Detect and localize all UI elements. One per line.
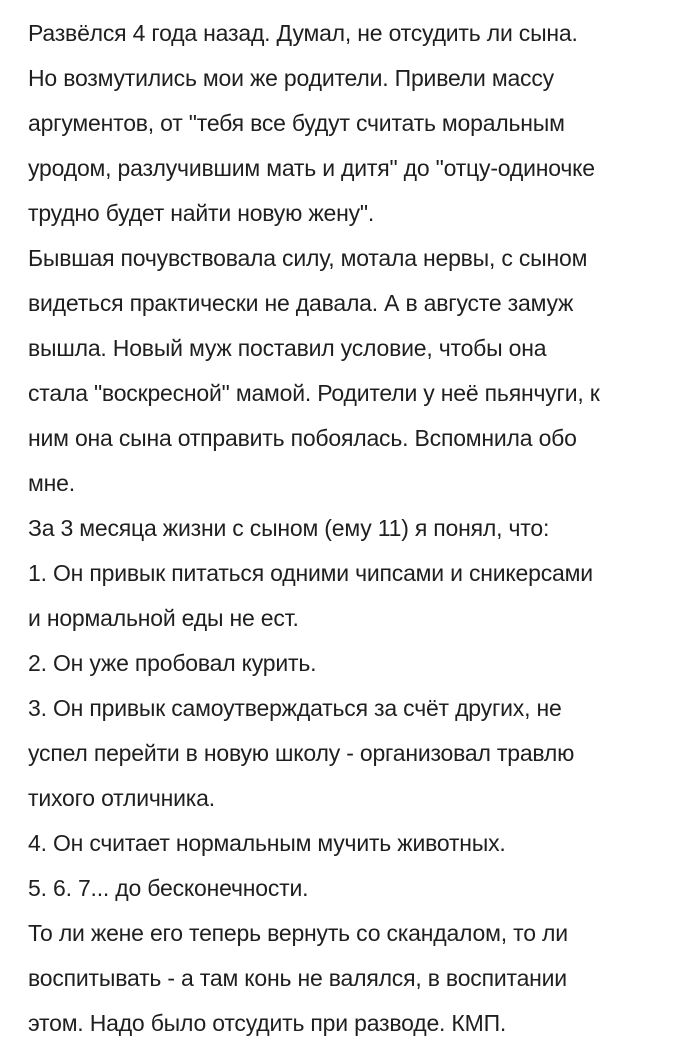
text-line: видеться практически не давала. А в августе замуж [28,290,574,316]
text-line: этом. Надо было отсудить при разводе. КМП. [28,1010,507,1036]
text-line: вышла. Новый муж поставил условие, чтобы она [28,335,547,361]
text-line: аргументов, от "тебя все будут считать моральным [28,110,565,136]
text-line: 3. Он привык самоутверждаться за счёт других, не [28,695,562,721]
text-line: Бывшая почувствовала силу, мотала нервы, с сыном [28,245,588,271]
text-line: То ли жене его теперь вернуть со скандалом, то ли [28,920,568,946]
text-line: 4. Он считает нормальным мучить животных. [28,830,506,856]
text-line: мне. [28,470,75,496]
post-text [28,11,688,1046]
text-line: уродом, разлучившим мать и дитя" до "отцу-одиночке [28,155,595,181]
text-line: стала "воскресной" мамой. Родители у неё пьянчуги, к [28,380,600,406]
text-line: За 3 месяца жизни с сыном (ему 11) я понял, что: [28,515,550,541]
text-line: тихого отличника. [28,785,215,811]
text-line: 2. Он уже пробовал курить. [28,650,317,676]
text-line: 5. 6. 7... до бесконечности. [28,875,309,901]
text-line: трудно будет найти новую жену". [28,200,375,226]
text-line: 1. Он привык питаться одними чипсами и сникерсами [28,560,593,586]
text-line: Развёлся 4 года назад. Думал, не отсудить ли сына. [28,20,578,46]
text-line: ним она сына отправить побоялась. Вспомнила обо [28,425,577,451]
text-line: Но возмутились мои же родители. Привели массу [28,65,554,91]
text-line: и нормальной еды не ест. [28,605,299,631]
text-line: воспитывать - а там конь не валялся, в воспитании [28,965,567,991]
text-line: успел перейти в новую школу - организовал травлю [28,740,575,766]
